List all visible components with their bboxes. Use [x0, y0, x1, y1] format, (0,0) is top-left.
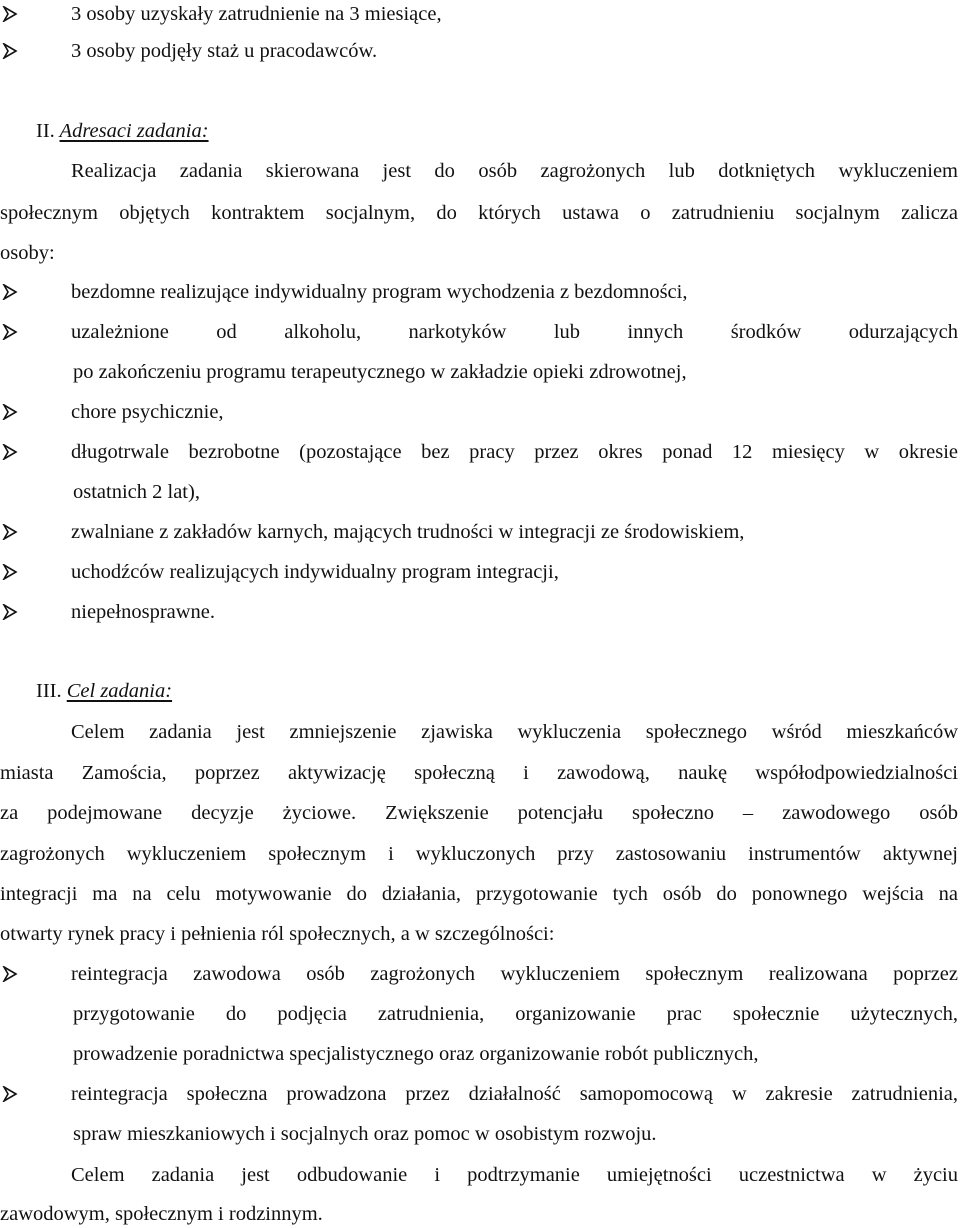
arrow-bullet-icon [0, 598, 20, 626]
arrow-bullet-icon [0, 0, 20, 28]
section-heading [36, 677, 960, 705]
arrow-bullet-icon [0, 518, 20, 546]
list-item-text: uzależnione od alkoholu, narkotyków lub innych środków odurzających [71, 321, 958, 343]
list-item-continuation: przygotowanie do podjęcia zatrudnienia, organizowanie prac społecznie użytecznych, [73, 1003, 958, 1025]
section-heading [36, 117, 960, 145]
list-item-text: niepełnosprawne. [71, 601, 216, 623]
list-item-text: uchodźców realizujących indywidualny program integracji, [71, 561, 559, 583]
paragraph-line: otwarty rynek pracy i pełnienia ról społecznych, a w szczególności: [0, 923, 555, 945]
arrow-bullet-icon [0, 960, 20, 988]
paragraph-line: miasta Zamościa, poprzez aktywizację społeczną i zawodową, naukę współodpowiedzialności [0, 762, 958, 784]
arrow-bullet-icon [0, 278, 20, 306]
paragraph-line: zagrożonych wykluczeniem społecznym i wykluczonych przy zastosowaniu instrumentów aktywnej [0, 843, 958, 865]
paragraph-line: Celem zadania jest zmniejszenie zjawiska wykluczenia społecznego wśród mieszkańców [71, 721, 958, 743]
paragraph-line: Celem zadania jest odbudowanie i podtrzymanie umiejętności uczestnictwa w życiu [71, 1164, 958, 1186]
paragraph-line: zawodowym, społecznym i rodzinnym. [0, 1203, 323, 1225]
list-item-text: zwalniane z zakładów karnych, mających trudności w integracji ze środowiskiem, [71, 521, 745, 543]
section-title: Cel zadania: [66, 680, 173, 702]
arrow-bullet-icon [0, 318, 20, 346]
paragraph-line: osoby: [0, 242, 55, 264]
paragraph-line: Realizacja zadania skierowana jest do osób zagrożonych lub dotkniętych wykluczeniem [71, 160, 958, 182]
section-number: III. [36, 680, 62, 702]
paragraph-line: integracji ma na celu motywowanie do działania, przygotowanie tych osób do ponownego wejścia na [0, 883, 958, 905]
arrow-bullet-icon [0, 398, 20, 426]
list-item-continuation: spraw mieszkaniowych i socjalnych oraz pomoc w osobistym rozwoju. [73, 1123, 657, 1145]
section-title: Adresaci zadania: [59, 120, 209, 142]
list-item-continuation: ostatnich 2 lat), [73, 481, 200, 503]
list-item-text: 3 osoby uzyskały zatrudnienie na 3 miesiące, [71, 3, 442, 25]
arrow-bullet-icon [0, 558, 20, 586]
list-item-continuation: po zakończeniu programu terapeutycznego w zakładzie opieki zdrowotnej, [73, 361, 687, 383]
list-item-text: długotrwale bezrobotne (pozostające bez pracy przez okres ponad 12 miesięcy w okresie [71, 441, 958, 463]
arrow-bullet-icon [0, 37, 20, 65]
paragraph-line: społecznym objętych kontraktem socjalnym, do których ustawa o zatrudnieniu socjalnym zalicza [0, 202, 958, 224]
arrow-bullet-icon [0, 438, 20, 466]
arrow-bullet-icon [0, 1080, 20, 1108]
list-item-text: reintegracja społeczna prowadzona przez działalność samopomocową w zakresie zatrudnienia, [71, 1083, 958, 1105]
list-item-text: 3 osoby podjęły staż u pracodawców. [71, 40, 378, 62]
list-item-text: reintegracja zawodowa osób zagrożonych wykluczeniem społecznym realizowana poprzez [71, 963, 958, 985]
list-item-text: bezdomne realizujące indywidualny program wychodzenia z bezdomności, [71, 281, 688, 303]
list-item-continuation: prowadzenie poradnictwa specjalistycznego oraz organizowanie robót publicznych, [73, 1043, 759, 1065]
list-item-text: chore psychicznie, [71, 401, 224, 423]
paragraph-line: za podejmowane decyzje życiowe. Zwiększenie potencjału społeczno – zawodowego osób [0, 802, 958, 824]
section-number: II. [36, 120, 55, 142]
